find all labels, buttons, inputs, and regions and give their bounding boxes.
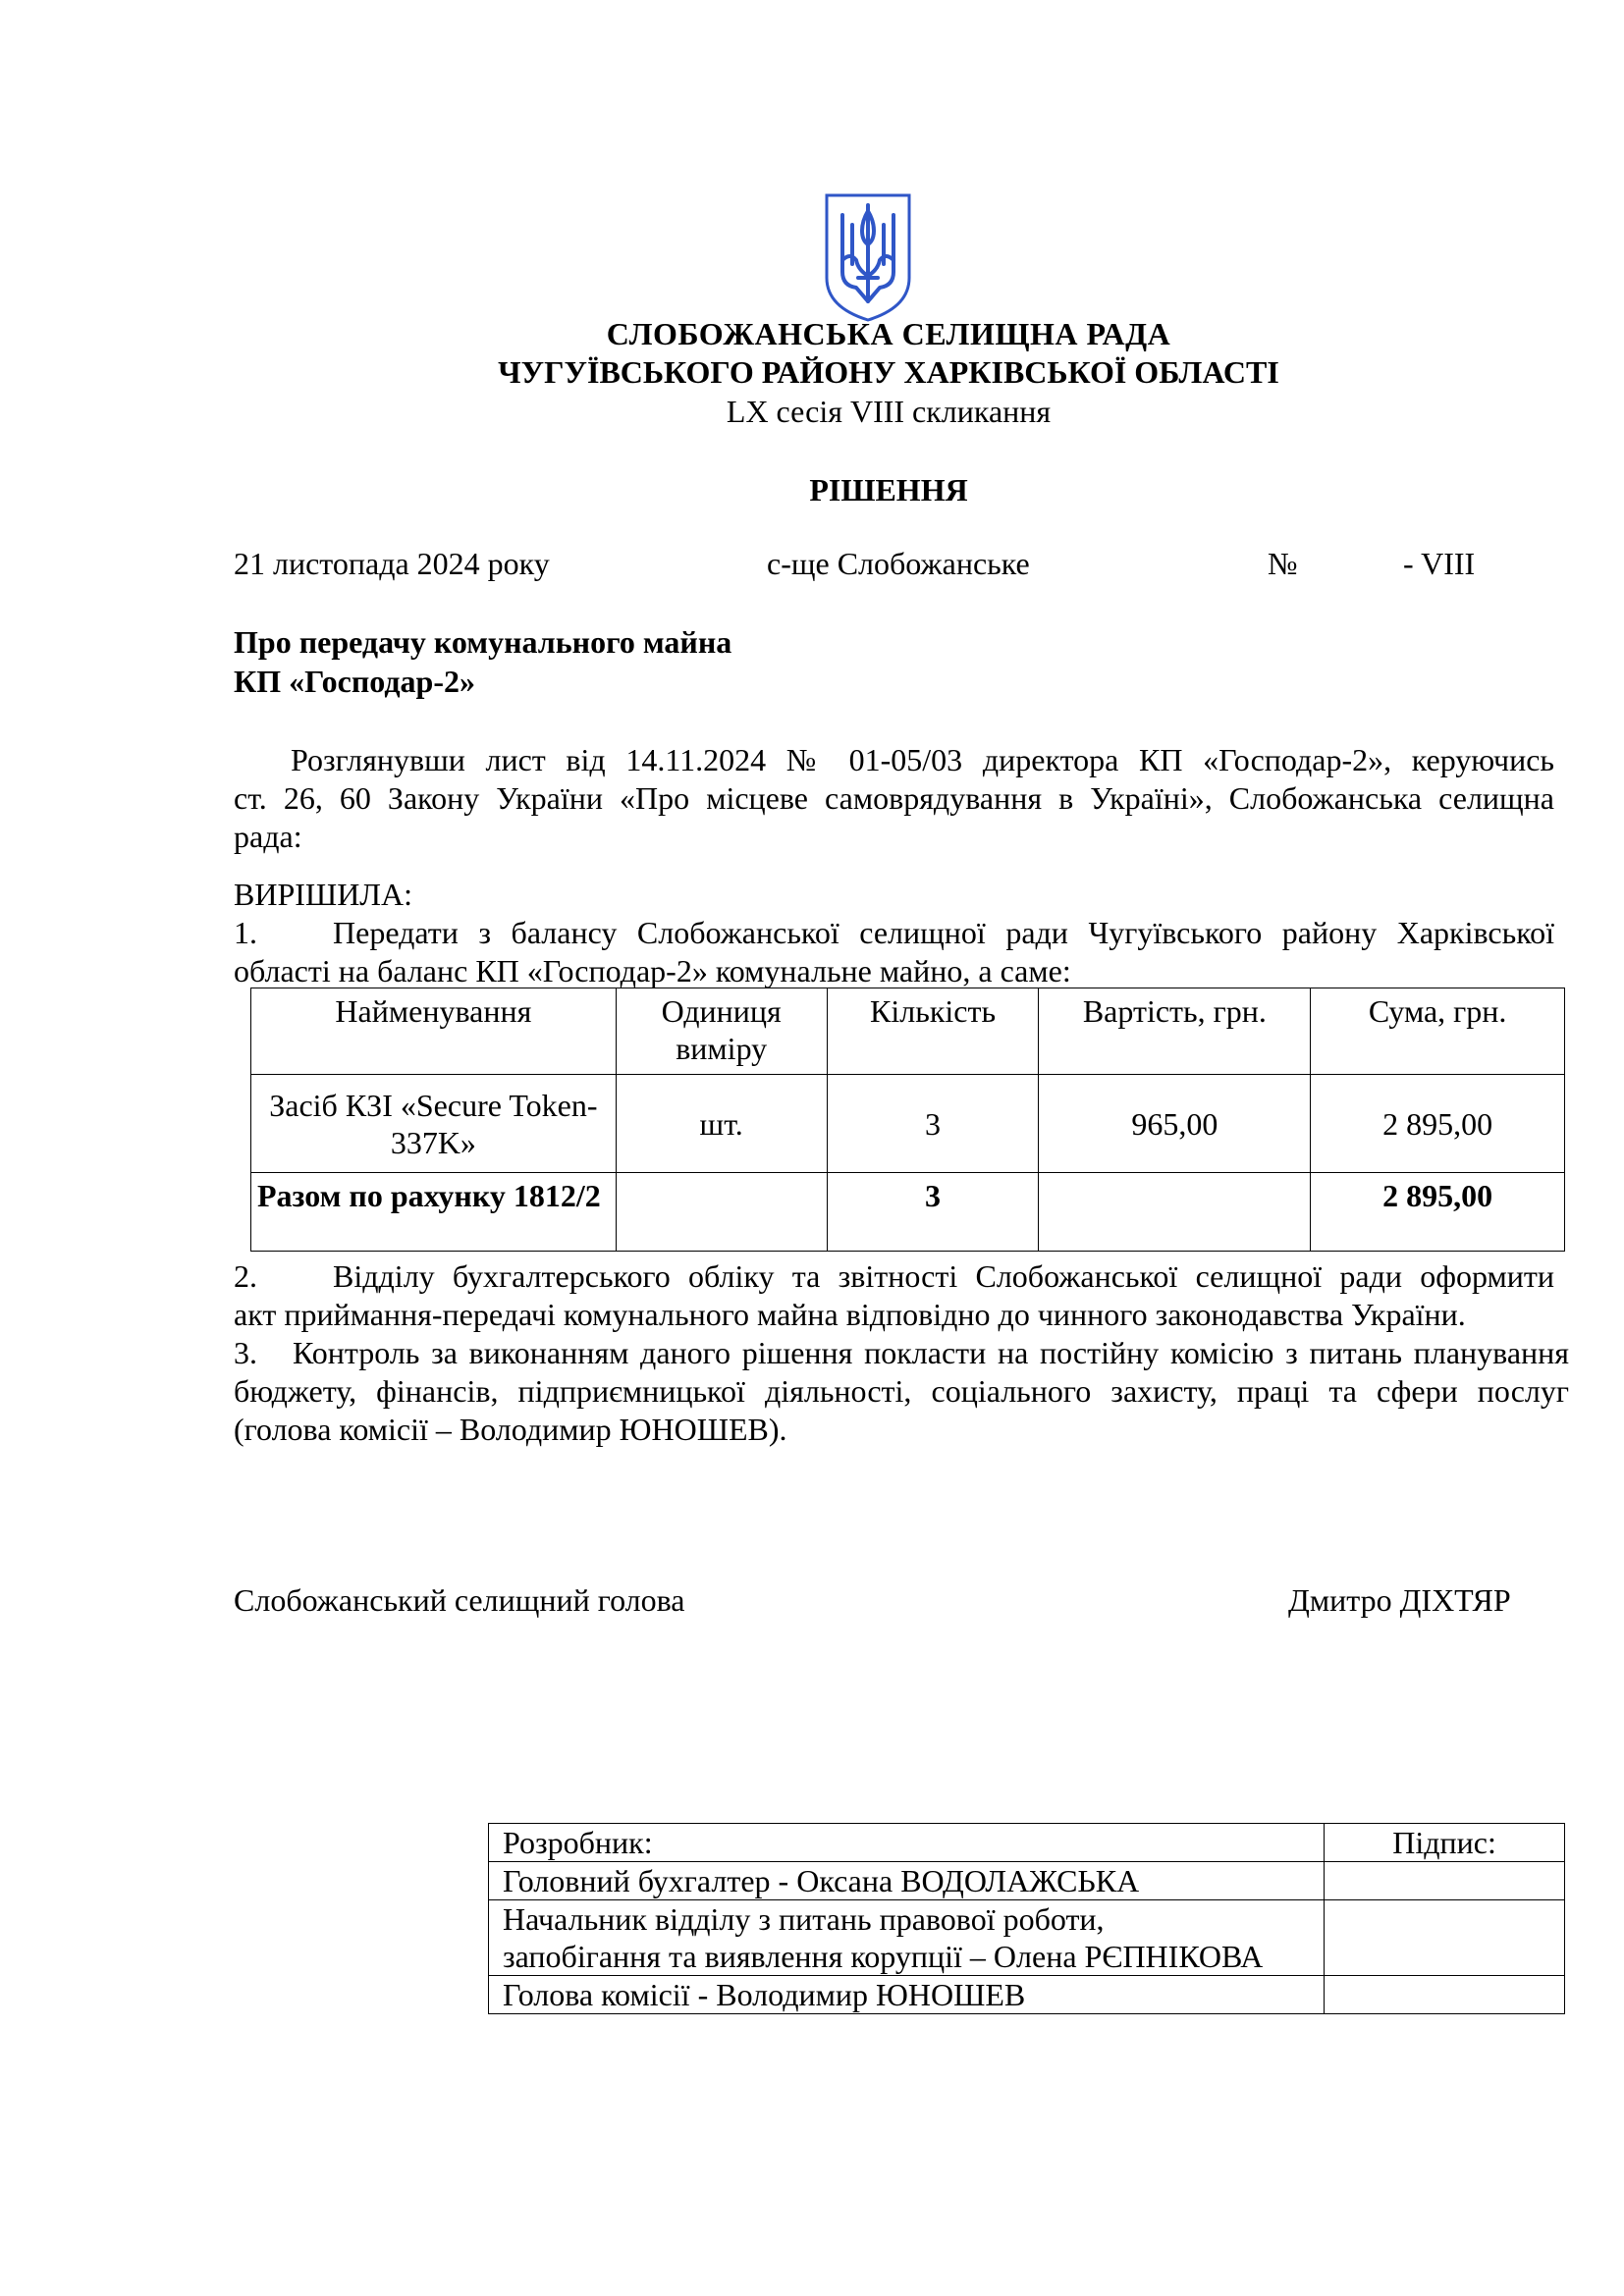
property-table	[250, 988, 1565, 1252]
table-row	[489, 1862, 1565, 1900]
header-unit: Одиниця виміру	[616, 988, 827, 1075]
document-type-title: РІШЕННЯ	[809, 472, 968, 507]
total-label: Разом по рахунку 1812/2	[251, 1173, 617, 1252]
item1-line1: Передати з балансу Слобожанської селищної ради Чугуївського району Харківської	[333, 915, 1554, 950]
decision-number-suffix: - VIII	[1403, 546, 1476, 581]
signature-cell	[1325, 1976, 1565, 2014]
approval-header-row	[489, 1824, 1565, 1862]
table-row	[251, 1075, 1565, 1173]
session-label: LX сесія VIII скликання	[726, 394, 1052, 429]
subject-line1: Про передачу комунального майна	[234, 624, 732, 660]
signatory-position: Слобожанський селищний голова	[234, 1582, 685, 1618]
item3-line1: Контроль за виконанням даного рішення покласти на постійну комісію з питань планування	[293, 1335, 1569, 1370]
table-row	[489, 1976, 1565, 2014]
item1-line2: області на баланс КП «Господар-2» комунальне майно, а саме:	[234, 953, 1071, 988]
cell-unit: шт.	[616, 1075, 827, 1173]
cell-price: 965,00	[1039, 1075, 1311, 1173]
approval-table	[488, 1823, 1565, 2014]
item1-number: 1.	[234, 915, 257, 950]
signature-cell	[1325, 1862, 1565, 1900]
cell-name: Засіб КЗІ «Secure Token-337K»	[251, 1075, 617, 1173]
total-price-empty	[1039, 1173, 1311, 1252]
total-sum: 2 895,00	[1311, 1173, 1565, 1252]
total-unit-empty	[616, 1173, 827, 1252]
signature-cell	[1325, 1900, 1565, 1976]
decision-label: ВИРІШИЛА:	[234, 877, 412, 912]
subject-line2: КП «Господар-2»	[234, 664, 475, 699]
approver-legal-line2: запобігання та виявлення корупції – Олена РЄПНІКОВА	[503, 1939, 1264, 1974]
signature-label: Підпис:	[1325, 1824, 1565, 1862]
item3-line2: бюджету, фінансів, підприємницької діяльності, соціального захисту, праці та сфери послуг	[234, 1373, 1569, 1409]
item3-line3: (голова комісії – Володимир ЮНОШЕВ).	[234, 1412, 787, 1447]
table-row	[489, 1900, 1565, 1976]
item2-number: 2.	[234, 1258, 257, 1294]
table-header-row	[251, 988, 1565, 1075]
org-name-line2: ЧУГУЇВСЬКОГО РАЙОНУ ХАРКІВСЬКОЇ ОБЛАСТІ	[498, 354, 1279, 390]
decision-date: 21 листопада 2024 року	[234, 546, 550, 581]
item2-line1: Відділу бухгалтерського обліку та звітності Слобожанської селищної ради оформити	[333, 1258, 1554, 1294]
cell-sum: 2 895,00	[1311, 1075, 1565, 1173]
approver-legal-line1: Начальник відділу з питань правової роботи,	[503, 1901, 1105, 1937]
header-sum: Сума, грн.	[1311, 988, 1565, 1075]
org-name-line1: СЛОБОЖАНСЬКА СЕЛИЩНА РАДА	[606, 316, 1171, 351]
cell-quantity: 3	[827, 1075, 1039, 1173]
header-price: Вартість, грн.	[1039, 988, 1311, 1075]
total-quantity: 3	[827, 1173, 1039, 1252]
approver-legal	[489, 1900, 1325, 1976]
preamble-line1: Розглянувши лист від 14.11.2024 № 01-05/03 директора КП «Господар-2», керуючись	[291, 742, 1554, 777]
item3-number: 3.	[234, 1335, 257, 1370]
signatory-name: Дмитро ДІХТЯР	[1288, 1582, 1511, 1618]
table-total-row	[251, 1173, 1565, 1252]
approver-commission-head: Голова комісії - Володимир ЮНОШЕВ	[489, 1976, 1325, 2014]
preamble-line3: рада:	[234, 819, 302, 854]
coat-of-arms-icon	[823, 191, 913, 324]
decision-place: с-ще Слобожанське	[767, 546, 1030, 581]
item2-line2: акт приймання-передачі комунального майна відповідно до чинного законодавства України.	[234, 1297, 1466, 1332]
developer-label: Розробник:	[489, 1824, 1325, 1862]
preamble-line2: ст. 26, 60 Закону України «Про місцеве самоврядування в Україні», Слобожанська селищна	[234, 780, 1554, 816]
header-name: Найменування	[251, 988, 617, 1075]
header-quantity: Кількість	[827, 988, 1039, 1075]
approver-accountant: Головний бухгалтер - Оксана ВОДОЛАЖСЬКА	[489, 1862, 1325, 1900]
decision-number-sign: №	[1268, 546, 1298, 581]
